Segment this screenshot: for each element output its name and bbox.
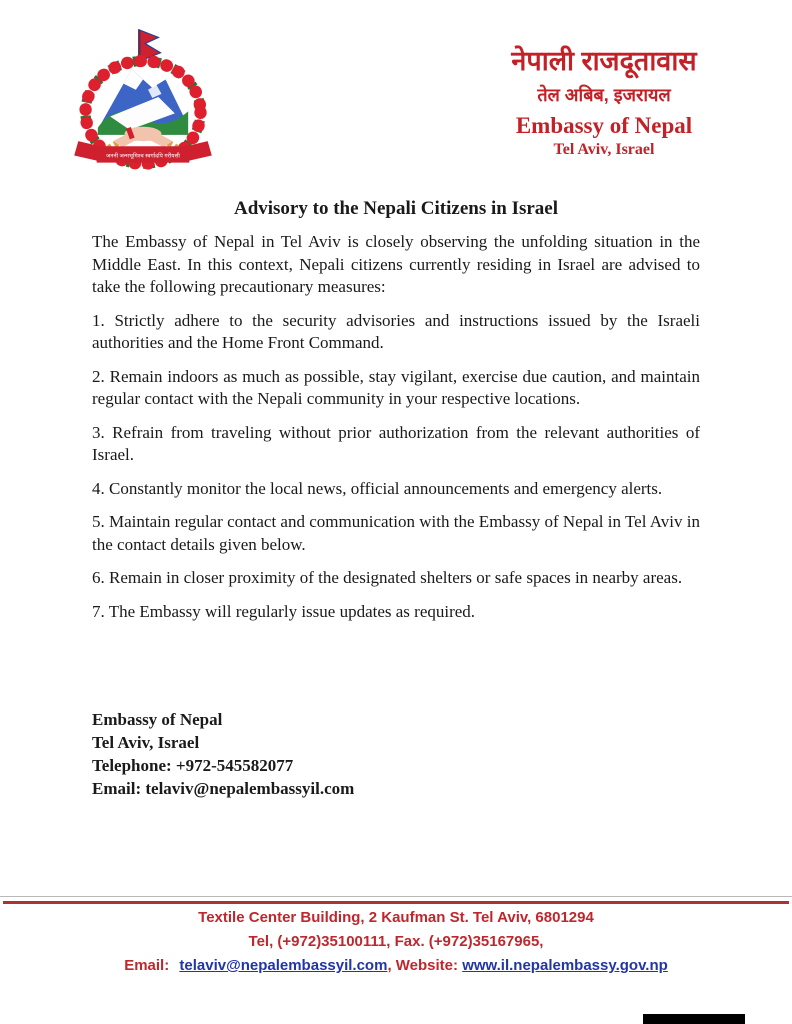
advisory-item: 6. Remain in closer proximity of the designated shelters or safe spaces in nearby areas.	[92, 568, 683, 587]
advisory-item: 5. Maintain regular contact and communication with the Embassy of Nepal in Tel Aviv in the contact details given below.	[92, 512, 700, 554]
footer-contact-line	[0, 954, 792, 978]
footer-phone-fax: Tel, (+972)35100111, Fax. (+972)35167965,	[248, 933, 544, 950]
contact-telephone: Telephone: +972-545582077	[92, 756, 294, 775]
letterhead	[426, 44, 782, 160]
footer-email-link[interactable]: telaviv@nepalembassyil.com	[179, 957, 388, 974]
intro-paragraph: The Embassy of Nepal in Tel Aviv is closely observing the unfolding situation in the Middle East. In this context, Nepali citizens currently residing in Israel are advised to take the following precautionary measures:	[92, 232, 700, 296]
footer-address: Textile Center Building, 2 Kaufman St. Tel Aviv, 6801294	[198, 909, 594, 926]
footer-divider-thin	[0, 896, 792, 897]
contact-block	[92, 708, 354, 800]
page-title: Advisory to the Nepali Citizens in Israel	[233, 198, 559, 219]
footer-divider-red	[3, 901, 789, 904]
advisory-item: 7. The Embassy will regularly issue updates as required.	[92, 601, 476, 621]
footer	[0, 906, 792, 978]
advisory-item: 3. Refrain from traveling without prior authorization from the relevant authorities of Israel.	[92, 422, 700, 464]
contact-location: Tel Aviv, Israel	[92, 733, 200, 752]
contact-email: Email: telaviv@nepalembassyil.com	[92, 779, 355, 798]
location-english: Tel Aviv, Israel	[553, 141, 655, 158]
org-name-english: Embassy of Nepal	[515, 113, 693, 138]
footer-website-link[interactable]: www.il.nepalembassy.gov.np	[462, 957, 668, 974]
footer-website-label: , Website:	[387, 957, 459, 974]
org-name-devanagari: नेपाली राजदूतावास	[511, 46, 697, 76]
redaction-bar	[643, 1014, 745, 1024]
contact-org: Embassy of Nepal	[92, 710, 223, 729]
emblem-motto-text: जननी जन्मभूमिश्च स्वर्गादपि गरीयसी	[106, 153, 180, 160]
advisory-item: 2. Remain indoors as much as possible, stay vigilant, exercise due caution, and maintain regular contact with the Nepali community in your respective locations.	[92, 366, 700, 408]
location-devanagari: तेल अबिब, इजरायल	[537, 85, 671, 105]
footer-email-label: Email:	[124, 957, 170, 974]
advisory-item: 1. Strictly adhere to the security advisories and instructions issued by the Israeli authorities and the Home Front Command.	[92, 310, 700, 352]
nepal-emblem-icon	[66, 26, 220, 172]
advisory-item: 4. Constantly monitor the local news, official announcements and emergency alerts.	[92, 478, 663, 498]
advisory-body	[92, 231, 700, 634]
